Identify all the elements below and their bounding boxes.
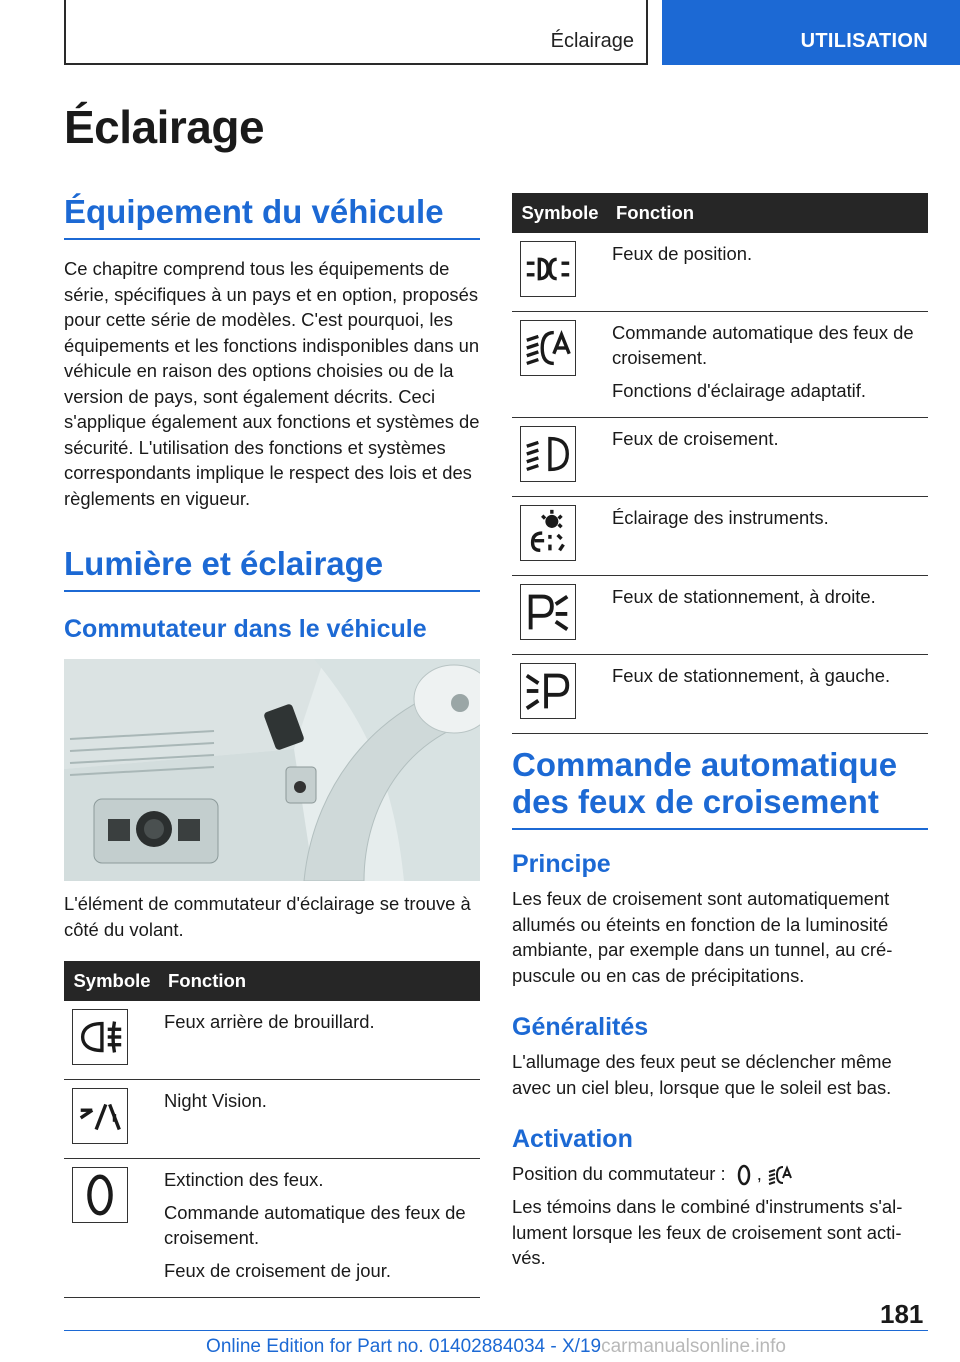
symbol-cell — [64, 1080, 160, 1159]
zero-off-icon — [72, 1167, 128, 1223]
symbol-cell — [64, 1001, 160, 1080]
principle-paragraph: Les feux de croisement sont automatiquement allumés ou éteints en fonction de la luminosité ambiante, par exemple dans un tunnel, au crépuscule ou en cas de précipitations. — [512, 888, 893, 986]
heading-equipment: Équipement du véhicule — [64, 194, 480, 240]
light-switch-photo — [64, 659, 480, 881]
footer-watermark: carmanualsonline.info — [601, 1336, 786, 1357]
table-row — [64, 1001, 480, 1080]
table-row — [512, 576, 928, 655]
heading-lights: Lumière et éclairage — [64, 546, 480, 592]
table-row — [512, 312, 928, 418]
header-section-title: Éclairage — [550, 30, 634, 52]
function-cell: Feux arrière de brouillard. — [160, 1001, 480, 1080]
rear-fog-light-icon — [72, 1009, 128, 1065]
activation-switch-line: Position du commutateur : , — [512, 1161, 928, 1188]
heading-general: Généralités — [512, 1013, 649, 1041]
table-row — [512, 418, 928, 497]
parking-light-left-icon — [520, 663, 576, 719]
symbol-table-left — [64, 961, 480, 1298]
table-row — [512, 655, 928, 734]
low-beam-icon — [520, 426, 576, 482]
header-chapter-title: UTILISATION — [800, 30, 928, 52]
auto-low-beam-icon — [520, 320, 576, 376]
table-row — [512, 497, 928, 576]
page-title: Éclairage — [64, 101, 265, 153]
activation-paragraph: Les témoins dans le combiné d'instruments s'allument lorsque les feux de croisement sont activés. — [512, 1196, 903, 1268]
function-cell: Éclairage des instruments. — [608, 497, 928, 576]
table-header-row — [512, 193, 928, 233]
symbol-cell — [512, 312, 608, 418]
function-cell: Feux de stationnement, à gauche. — [608, 655, 928, 734]
symbol-cell — [512, 233, 608, 312]
heading-principle: Principe — [512, 850, 611, 878]
page-number: 181 — [880, 1299, 924, 1329]
parking-light-right-icon — [520, 584, 576, 640]
symbol-cell — [64, 1159, 160, 1298]
col-symbol-header: Symbole — [64, 961, 160, 1001]
footer-edition: Online Edition for Part no. 01402884034 - X/19 — [206, 1336, 602, 1357]
table-row — [64, 1159, 480, 1298]
dashboard-illustration — [64, 659, 480, 881]
equipment-paragraph: Ce chapitre comprend tous les équipements de série, spécifiques à un pays et en option, proposés pour cette série de modèles. C'est pourquoi, les équipements et les fonctions indisponibles dans un véhicule en raison des options choisies ou de la version de pays, sont également décrits. Ceci s'applique également aux fonctions et systèmes de sécurité. L'utilisation des fonctions et systèmes correspondants implique le respect des lois et des règlements en vigueur. — [64, 258, 480, 509]
position-light-icon — [520, 241, 576, 297]
table-header-row — [64, 961, 480, 1001]
table-row — [512, 233, 928, 312]
function-cell: Extinction des feux. Commande automatique des feux de croisement. Feux de croisement de jour. — [160, 1159, 480, 1298]
instrument-lighting-icon — [520, 505, 576, 561]
header-section-box — [64, 0, 648, 65]
symbol-cell — [512, 655, 608, 734]
symbol-cell — [512, 576, 608, 655]
header-chapter-tab — [662, 0, 960, 65]
symbol-cell — [512, 497, 608, 576]
footer — [64, 1336, 928, 1358]
auto-low-beam-icon — [767, 1162, 793, 1188]
function-cell: Night Vision. — [160, 1080, 480, 1159]
col-function-header: Fonction — [160, 961, 480, 1001]
function-cell: Commande automatique des feux de croisement. Fonctions d'éclairage adaptatif. — [608, 312, 928, 418]
heading-auto-low-beam: Commande automatique des feux de croisement — [512, 746, 928, 830]
heading-switch: Commutateur dans le véhicule — [64, 615, 427, 643]
col-function-header: Fonction — [608, 193, 928, 233]
function-cell: Feux de croisement. — [608, 418, 928, 497]
table-row — [64, 1080, 480, 1159]
symbol-table-right — [512, 193, 928, 734]
zero-off-icon — [731, 1162, 757, 1188]
footer-rule — [64, 1330, 928, 1331]
general-paragraph: L'allumage des feux peut se déclencher même avec un ciel bleu, lorsque que le soleil est bas. — [512, 1051, 892, 1098]
function-cell: Feux de position. — [608, 233, 928, 312]
function-cell: Feux de stationnement, à droite. — [608, 576, 928, 655]
night-vision-icon — [72, 1088, 128, 1144]
heading-activation: Activation — [512, 1125, 633, 1153]
col-symbol-header: Symbole — [512, 193, 608, 233]
symbol-cell — [512, 418, 608, 497]
photo-caption: L'élément de commutateur d'éclairage se trouve à côté du volant. — [64, 893, 471, 940]
